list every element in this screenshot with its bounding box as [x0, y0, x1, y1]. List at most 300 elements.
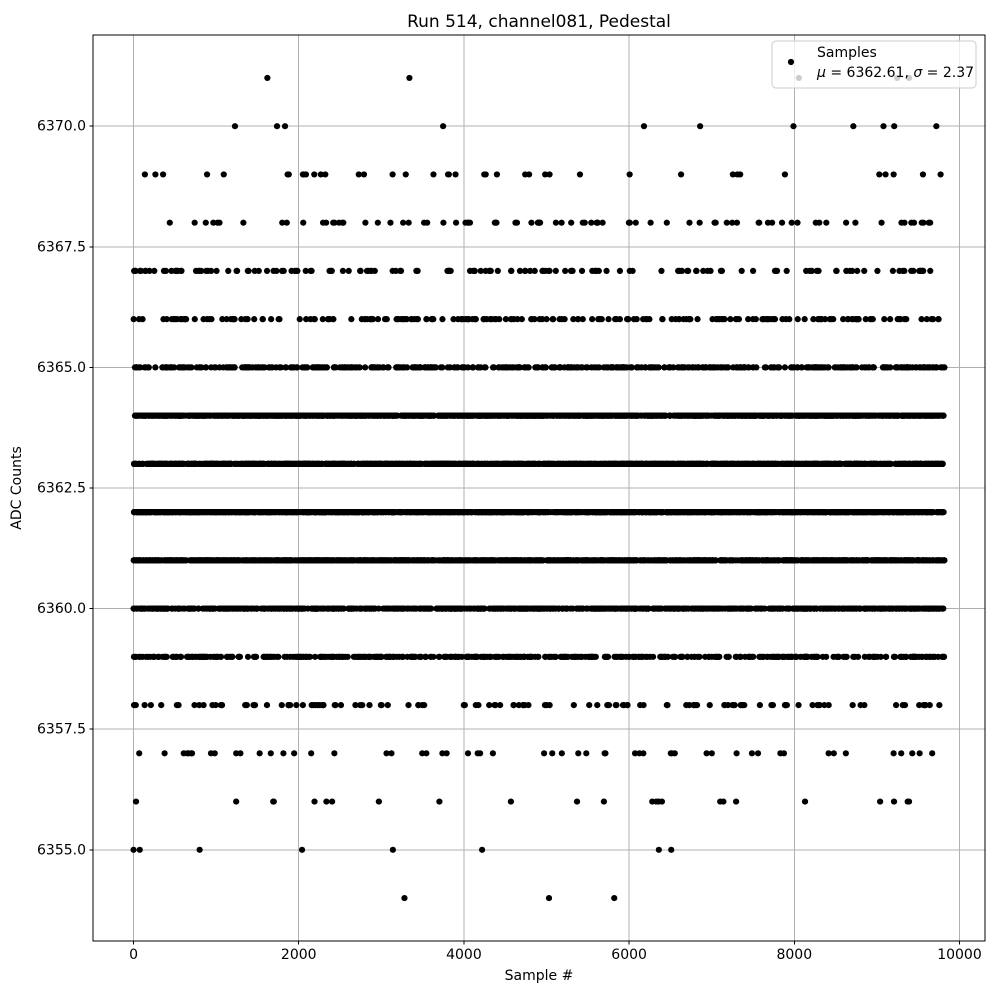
sample-point — [554, 509, 560, 515]
sample-point — [892, 606, 898, 612]
sample-point — [436, 798, 442, 804]
sample-point — [611, 654, 617, 660]
sample-point — [795, 702, 801, 708]
sample-point — [423, 606, 429, 612]
sample-point — [539, 606, 545, 612]
sample-point — [479, 847, 485, 853]
sample-point — [728, 606, 734, 612]
sample-point — [338, 557, 344, 563]
sample-point — [480, 606, 486, 612]
sample-point — [583, 750, 589, 756]
sample-point — [398, 557, 404, 563]
sample-point — [576, 606, 582, 612]
sample-point — [891, 798, 897, 804]
sample-point — [404, 654, 410, 660]
sample-point — [934, 509, 940, 515]
sample-point — [647, 654, 653, 660]
sample-point — [630, 654, 636, 660]
sample-point — [757, 702, 763, 708]
sample-point — [267, 557, 273, 563]
sample-point — [515, 654, 521, 660]
sample-point — [173, 557, 179, 563]
sample-point — [409, 509, 415, 515]
sample-point — [656, 847, 662, 853]
sample-point — [535, 654, 541, 660]
sample-point — [920, 557, 926, 563]
sample-point — [372, 509, 378, 515]
sample-point — [321, 606, 327, 612]
sample-point — [219, 702, 225, 708]
sample-point — [754, 606, 760, 612]
sample-point — [775, 654, 781, 660]
sample-point — [753, 557, 759, 563]
sample-point — [571, 702, 577, 708]
sample-point — [297, 606, 303, 612]
sample-point — [822, 557, 828, 563]
sample-point — [909, 750, 915, 756]
sample-point — [665, 509, 671, 515]
sample-point — [484, 654, 490, 660]
sample-point — [835, 509, 841, 515]
sample-point — [380, 557, 386, 563]
sample-point — [586, 702, 592, 708]
sample-point — [378, 654, 384, 660]
sample-point — [439, 750, 445, 756]
sample-point — [196, 654, 202, 660]
sample-point — [733, 509, 739, 515]
sample-point — [133, 509, 139, 515]
sample-point — [322, 509, 328, 515]
sample-point — [233, 798, 239, 804]
sample-point — [131, 557, 137, 563]
sample-point — [627, 557, 633, 563]
sample-point — [807, 509, 813, 515]
sample-point — [528, 557, 534, 563]
sample-point — [142, 557, 148, 563]
sample-point — [707, 702, 713, 708]
sample-point — [359, 509, 365, 515]
sample-point — [679, 654, 685, 660]
sample-point — [308, 750, 314, 756]
sample-point — [521, 654, 527, 660]
sample-point — [784, 702, 790, 708]
sample-point — [714, 654, 720, 660]
sample-point — [507, 654, 513, 660]
sample-point — [401, 895, 407, 901]
sample-point — [606, 606, 612, 612]
sample-point — [859, 557, 865, 563]
sample-point — [517, 509, 523, 515]
sample-point — [235, 654, 241, 660]
sample-point — [415, 702, 421, 708]
sample-point — [717, 606, 723, 612]
sample-point — [885, 606, 891, 612]
sample-point — [528, 654, 534, 660]
sample-point — [237, 750, 243, 756]
sample-point — [594, 702, 600, 708]
sample-point — [931, 606, 937, 612]
sample-point — [287, 702, 293, 708]
sample-point — [748, 606, 754, 612]
sample-point — [352, 654, 358, 660]
sample-point — [268, 606, 274, 612]
sample-point — [542, 654, 548, 660]
sample-point — [870, 606, 876, 612]
sample-point — [611, 895, 617, 901]
sample-point — [338, 702, 344, 708]
sample-point — [652, 557, 658, 563]
sample-point — [706, 654, 712, 660]
sample-point — [492, 702, 498, 708]
sample-point — [606, 702, 612, 708]
sample-point — [592, 557, 598, 563]
sample-point — [260, 606, 266, 612]
sample-point — [319, 702, 325, 708]
sample-point — [848, 606, 854, 612]
sample-point — [399, 606, 405, 612]
sample-point — [749, 750, 755, 756]
sample-point — [559, 750, 565, 756]
sample-point — [446, 509, 452, 515]
sample-point — [283, 606, 289, 612]
sample-point — [891, 750, 897, 756]
sample-point — [525, 702, 531, 708]
sample-point — [900, 654, 906, 660]
sample-point — [669, 750, 675, 756]
sample-point — [629, 606, 635, 612]
sample-point — [508, 798, 514, 804]
sample-point — [681, 606, 687, 612]
sample-point — [725, 654, 731, 660]
sample-point — [490, 750, 496, 756]
sample-point — [695, 509, 701, 515]
sample-point — [854, 557, 860, 563]
sample-point — [346, 509, 352, 515]
sample-point — [479, 509, 485, 515]
sample-point — [492, 654, 498, 660]
sample-point — [137, 847, 143, 853]
sample-point — [311, 798, 317, 804]
sample-point — [209, 702, 215, 708]
sample-point — [189, 509, 195, 515]
sample-point — [519, 557, 525, 563]
sample-point — [389, 509, 395, 515]
sample-point — [619, 606, 625, 612]
sample-point — [804, 606, 810, 612]
sample-point — [346, 606, 352, 612]
sample-point — [878, 557, 884, 563]
sample-point — [184, 654, 190, 660]
sample-point — [335, 509, 341, 515]
sample-point — [207, 557, 213, 563]
sample-point — [264, 702, 270, 708]
sample-point — [392, 557, 398, 563]
sample-point — [212, 509, 218, 515]
sample-point — [637, 557, 643, 563]
sample-point — [660, 557, 666, 563]
sample-point — [762, 606, 768, 612]
sample-point — [547, 702, 553, 708]
sample-point — [150, 606, 156, 612]
sample-point — [550, 606, 556, 612]
sample-point — [930, 557, 936, 563]
sample-point — [884, 557, 890, 563]
sample-point — [541, 750, 547, 756]
sample-point — [256, 557, 262, 563]
sample-point — [739, 606, 745, 612]
sample-point — [288, 509, 294, 515]
sample-point — [366, 702, 372, 708]
sample-point — [826, 702, 832, 708]
sample-point — [589, 509, 595, 515]
sample-point — [458, 509, 464, 515]
sample-point — [444, 557, 450, 563]
sample-point — [878, 654, 884, 660]
sample-point — [136, 750, 142, 756]
sample-point — [233, 606, 239, 612]
sample-point — [574, 798, 580, 804]
sample-point — [329, 509, 335, 515]
sample-point — [668, 847, 674, 853]
sample-point — [199, 509, 205, 515]
sample-point — [791, 606, 797, 612]
sample-point — [691, 606, 697, 612]
sample-point — [156, 509, 162, 515]
sample-point — [741, 509, 747, 515]
sample-point — [620, 654, 626, 660]
sample-point — [159, 557, 165, 563]
sample-point — [720, 557, 726, 563]
sample-point — [826, 750, 832, 756]
sample-point — [592, 606, 598, 612]
sample-point — [224, 654, 230, 660]
sample-point — [149, 557, 155, 563]
sample-point — [442, 606, 448, 612]
sample-point — [264, 509, 270, 515]
sample-point — [877, 798, 883, 804]
sample-point — [147, 509, 153, 515]
sample-point — [306, 509, 312, 515]
sample-point — [534, 557, 540, 563]
sample-point — [891, 654, 897, 660]
sample-point — [681, 557, 687, 563]
sample-point — [741, 702, 747, 708]
sample-point — [276, 606, 282, 612]
sample-point — [733, 750, 739, 756]
sample-point — [709, 750, 715, 756]
sample-point — [474, 606, 480, 612]
sample-point — [448, 606, 454, 612]
sample-point — [643, 606, 649, 612]
sample-point — [653, 798, 659, 804]
sample-point — [280, 750, 286, 756]
sample-point — [639, 509, 645, 515]
sample-point — [794, 654, 800, 660]
sample-point — [786, 557, 792, 563]
sample-point — [423, 654, 429, 660]
sample-point — [877, 606, 883, 612]
sample-point — [579, 509, 585, 515]
sample-point — [564, 557, 570, 563]
sample-point — [376, 798, 382, 804]
sample-point — [486, 702, 492, 708]
sample-point — [173, 509, 179, 515]
sample-point — [142, 702, 148, 708]
sample-point — [328, 557, 334, 563]
sample-point — [662, 606, 668, 612]
sample-point — [698, 606, 704, 612]
sample-point — [613, 509, 619, 515]
sample-point — [850, 702, 856, 708]
sample-point — [360, 557, 366, 563]
sample-point — [417, 654, 423, 660]
sample-point — [930, 654, 936, 660]
sample-point — [385, 606, 391, 612]
sample-point — [850, 654, 856, 660]
sample-point — [313, 509, 319, 515]
sample-point — [310, 702, 316, 708]
sample-point — [212, 654, 218, 660]
sample-point — [546, 895, 552, 901]
sample-point — [906, 509, 912, 515]
sample-point — [368, 606, 374, 612]
sample-point — [293, 702, 299, 708]
sample-point — [329, 798, 335, 804]
sample-point — [683, 702, 689, 708]
sample-point — [758, 654, 764, 660]
sample-point — [331, 654, 337, 660]
sample-point — [210, 606, 216, 612]
sample-point — [776, 509, 782, 515]
sample-point — [531, 509, 537, 515]
sample-point — [709, 557, 715, 563]
sample-point — [472, 654, 478, 660]
sample-point — [768, 702, 774, 708]
sample-point — [465, 750, 471, 756]
sample-point — [448, 654, 454, 660]
sample-point — [389, 654, 395, 660]
sample-point — [811, 557, 817, 563]
sample-point — [861, 702, 867, 708]
sample-point — [560, 654, 566, 660]
sample-point — [936, 702, 942, 708]
sample-point — [890, 509, 896, 515]
sample-point — [244, 557, 250, 563]
sample-point — [897, 557, 903, 563]
sample-point — [279, 702, 285, 708]
sample-point — [793, 557, 799, 563]
sample-point — [811, 606, 817, 612]
sample-point — [601, 798, 607, 804]
sample-point — [436, 654, 442, 660]
sample-point — [197, 847, 203, 853]
sample-point — [162, 509, 168, 515]
sample-point — [585, 654, 591, 660]
sample-point — [551, 557, 557, 563]
sample-point — [801, 509, 807, 515]
sample-point — [147, 654, 153, 660]
sample-point — [835, 654, 841, 660]
sample-point — [906, 798, 912, 804]
sample-point — [571, 654, 577, 660]
sample-point — [194, 557, 200, 563]
sample-point — [919, 509, 925, 515]
sample-point — [370, 557, 376, 563]
sample-point — [420, 557, 426, 563]
sample-point — [899, 606, 905, 612]
sample-point — [732, 702, 738, 708]
sample-point — [509, 557, 515, 563]
sample-point — [250, 509, 256, 515]
sample-point — [310, 557, 316, 563]
sample-point — [218, 654, 224, 660]
sample-point — [251, 654, 257, 660]
sample-point — [718, 509, 724, 515]
sample-point — [709, 509, 715, 515]
sample-point — [215, 557, 221, 563]
sample-point — [658, 654, 664, 660]
sample-point — [355, 557, 361, 563]
sample-point — [850, 509, 856, 515]
sample-point — [733, 654, 739, 660]
sample-point — [922, 702, 928, 708]
sample-point — [417, 509, 423, 515]
sample-point — [461, 702, 467, 708]
sample-point — [323, 798, 329, 804]
sample-point — [883, 654, 889, 660]
sample-point — [755, 750, 761, 756]
sample-point — [291, 750, 297, 756]
sample-point — [132, 654, 138, 660]
sample-point — [137, 557, 143, 563]
sample-point — [523, 606, 529, 612]
sample-point — [140, 654, 146, 660]
sample-point — [410, 606, 416, 612]
sample-point — [195, 606, 201, 612]
sample-point — [899, 509, 905, 515]
sample-point — [917, 750, 923, 756]
sample-point — [922, 606, 928, 612]
sample-point — [733, 557, 739, 563]
sample-point — [720, 798, 726, 804]
sample-point — [390, 847, 396, 853]
sample-point — [862, 606, 868, 612]
sample-point — [181, 750, 187, 756]
sample-point — [802, 654, 808, 660]
sample-point — [226, 606, 232, 612]
sample-point — [303, 654, 309, 660]
sample-point — [564, 606, 570, 612]
sample-point — [583, 557, 589, 563]
sample-point — [477, 750, 483, 756]
sample-point — [564, 509, 570, 515]
sample-point — [941, 654, 947, 660]
sample-point — [456, 606, 462, 612]
sample-point — [233, 509, 239, 515]
sample-point — [162, 750, 168, 756]
sample-point — [282, 654, 288, 660]
sample-point — [477, 557, 483, 563]
sample-point — [177, 654, 183, 660]
sample-point — [287, 654, 293, 660]
sample-point — [468, 509, 474, 515]
sample-point — [890, 557, 896, 563]
sample-point — [455, 654, 461, 660]
sample-point — [502, 509, 508, 515]
sample-point — [636, 750, 642, 756]
sample-point — [378, 702, 384, 708]
sample-point — [665, 654, 671, 660]
